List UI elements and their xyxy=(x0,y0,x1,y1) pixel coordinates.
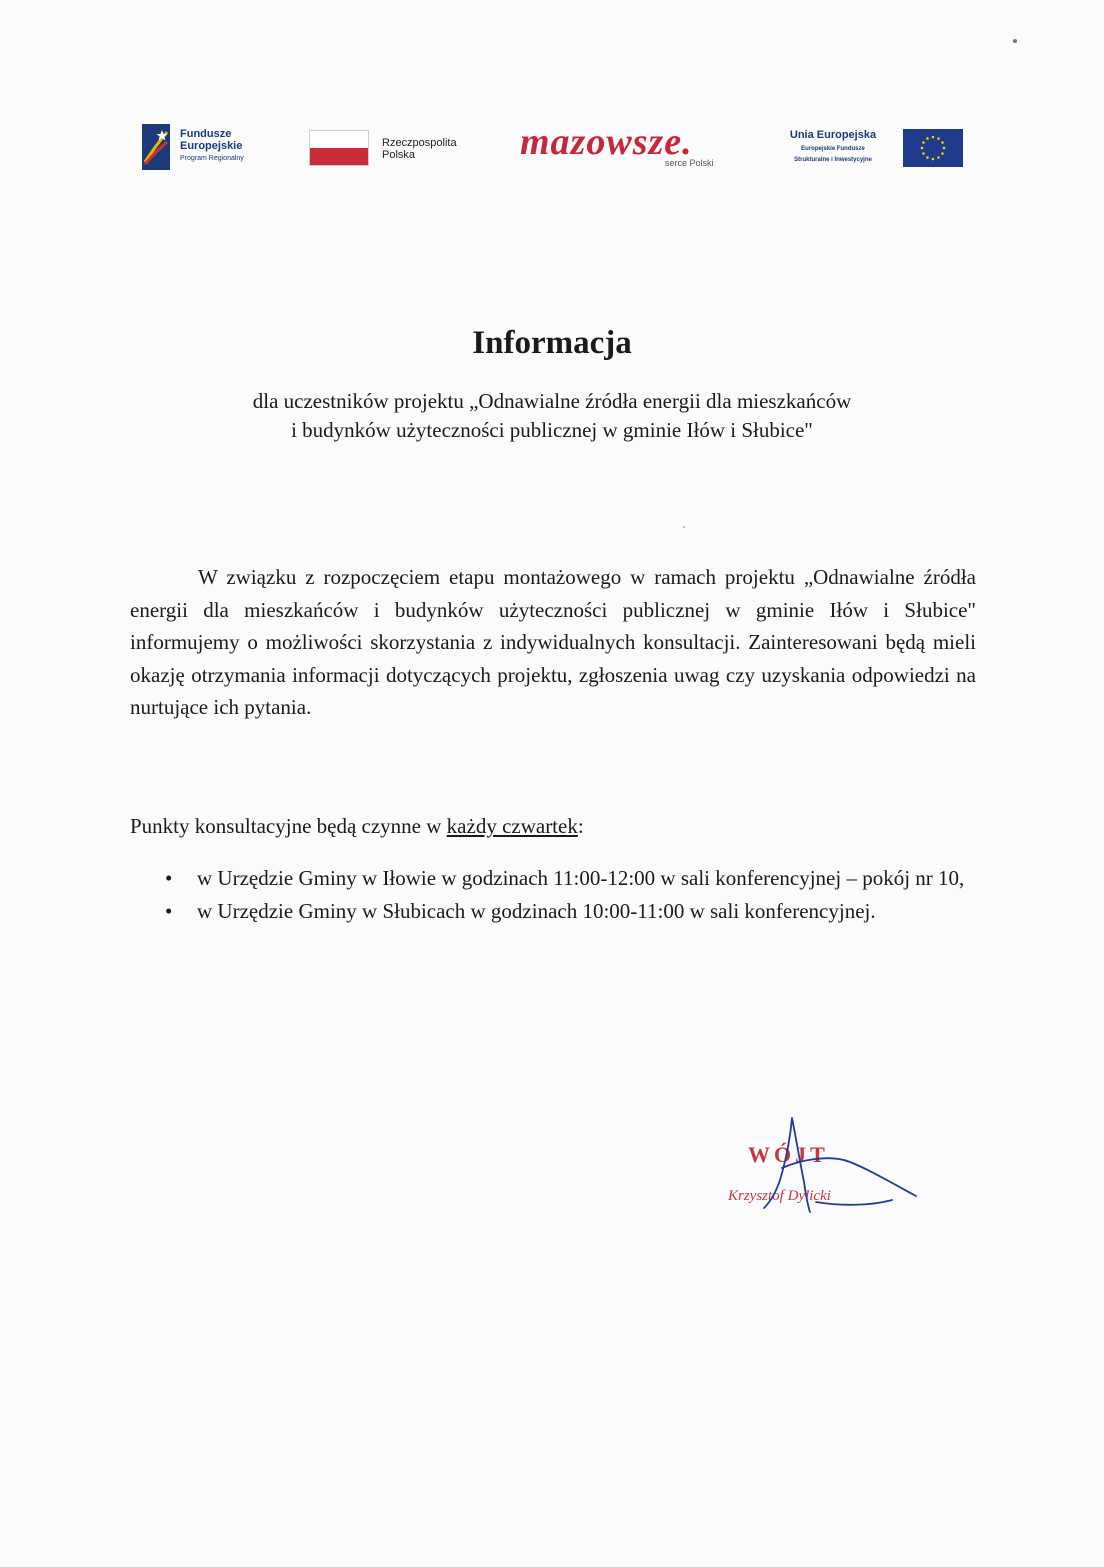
main-paragraph-text: W związku z rozpoczęciem etapu montażowego w ramach projektu „Odnawialne źródła energii dla mieszkańców i budynków użyteczności publicznej w gminie Iłów i Słubice" informujemy o możliwości skorzystania z indywidualnych konsultacji. Zainteresowani będą mieli okazję otrzymania informacji dotyczących projektu, zgłoszenia uwag czy uzyskania odpowiedzi na nurtujące ich pytania. xyxy=(130,565,976,719)
eu-flag-icon xyxy=(903,129,963,167)
fundusze-europejskie-logo-icon xyxy=(142,124,170,170)
list-item xyxy=(165,862,976,895)
unia-europejska-text xyxy=(770,130,896,166)
document-subtitle xyxy=(100,387,1004,445)
subtitle-line-1: dla uczestników projektu „Odnawialne źródła energii dla mieszkańców xyxy=(252,389,852,413)
main-paragraph xyxy=(130,561,976,724)
mazowsze-wordmark: mazowsze. xyxy=(520,121,693,163)
fundusze-europejskie-text xyxy=(180,128,244,165)
pl-line2: Polska xyxy=(382,149,416,161)
list-item xyxy=(165,895,976,928)
mazowsze-logo xyxy=(520,120,750,168)
fe-line3: Program Regionalny xyxy=(180,155,244,162)
stamp-name: Krzysztof Dylicki xyxy=(728,1188,831,1204)
fe-line2: Europejskie xyxy=(180,140,243,152)
official-stamp xyxy=(720,1110,930,1220)
bullet-icon: • xyxy=(165,898,173,923)
consultation-colon: : xyxy=(577,814,584,838)
subtitle-line-2: i budynków użyteczności publicznej w gminie Iłów i Słubice" xyxy=(291,418,813,442)
consultation-day: każdy czwartek xyxy=(446,814,578,838)
stamp-title: WÓJT xyxy=(748,1142,829,1167)
eu-line1: Unia Europejska xyxy=(789,129,877,141)
consultation-intro xyxy=(130,814,584,839)
eu-line3: Strukturalne i Inwestycyjne xyxy=(794,157,872,163)
eu-line2: Europejskie Fundusze xyxy=(801,146,865,152)
rzeczpospolita-polska-text xyxy=(382,137,457,161)
mazowsze-tagline: serce Polski xyxy=(665,158,714,168)
list-item-text: w Urzędzie Gminy w Iłowie w godzinach 11:00-12:00 w sali konferencyjnej – pokój nr 10, xyxy=(197,866,965,890)
scan-speck xyxy=(1013,39,1017,43)
scan-speck xyxy=(683,526,685,528)
logo-strip xyxy=(0,0,1104,200)
bullet-icon: • xyxy=(165,866,173,890)
handwritten-signature-icon xyxy=(720,1110,930,1220)
pl-line1: Rzeczpospolita xyxy=(382,137,457,149)
fe-line1: Fundusze xyxy=(180,128,232,140)
consultation-list xyxy=(165,862,976,927)
polish-flag-icon xyxy=(309,130,369,166)
consultation-intro-text: Punkty konsultacyjne będą czynne w xyxy=(130,814,442,838)
list-item-text: w Urzędzie Gminy w Słubicach w godzinach 10:00-11:00 w sali konferencyjnej. xyxy=(197,898,876,923)
document-title: Informacja xyxy=(472,325,632,361)
